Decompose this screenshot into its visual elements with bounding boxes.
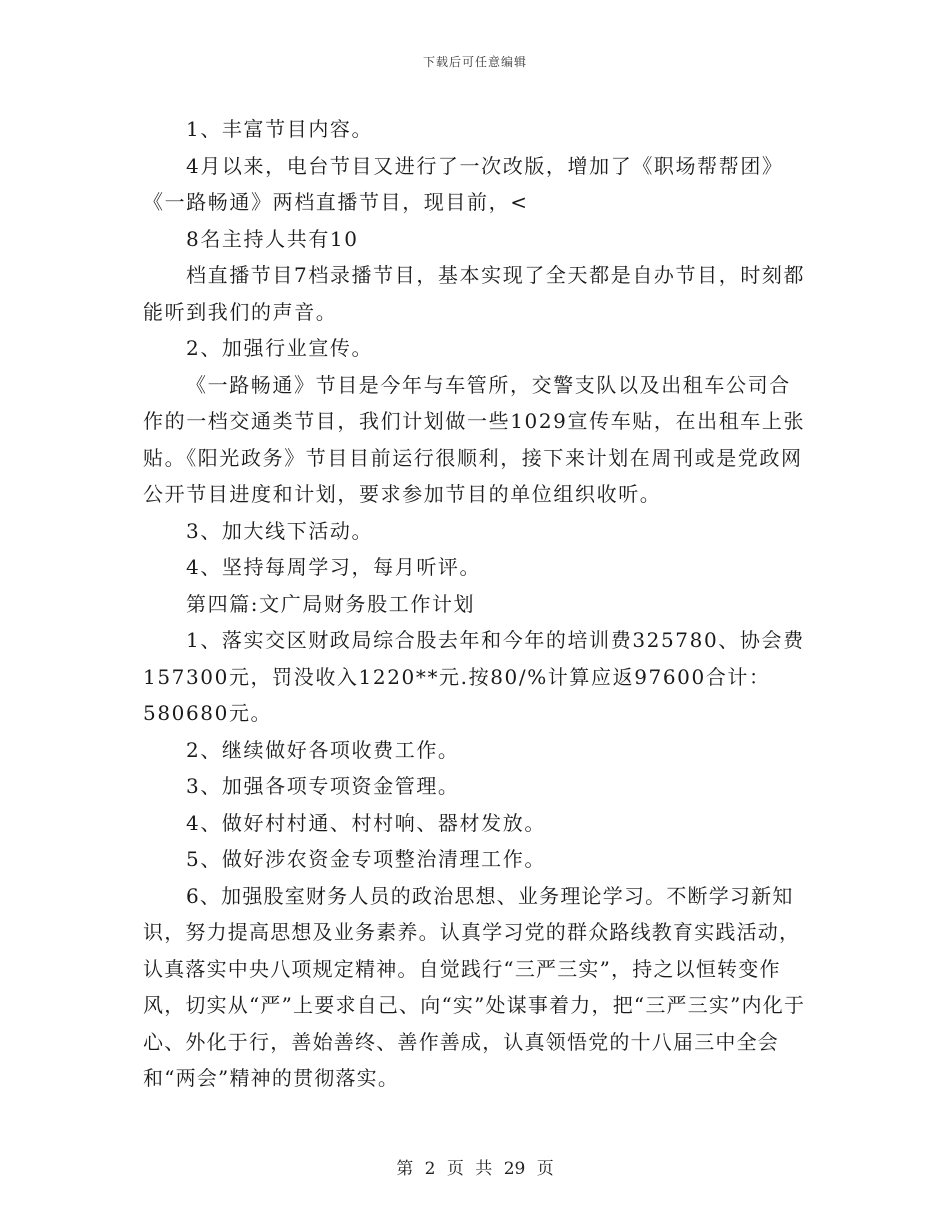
paragraph: 8名主持人共有10 [186,226,359,251]
section-heading: 第四篇:文广局财务股工作计划 [186,591,476,616]
paragraph: 《一路畅通》节目是今年与车管所，交警支队以及出租车公司合作的一档交通类节目，我们计划做一些1029宣传车贴，在出租车上张贴。《阳光政务》节目目前运行很顺利，接下来计划在周刊或是党政网公开节目进度和计划，要求参加节目的单位组织收听。 [143,372,806,506]
paragraph: 3、加强各项专项资金管理。 [186,774,460,798]
paragraph: 6、加强股室财务人员的政治思想、业务理论学习。不断学习新知识，努力提高思想及业务素养。认真学习党的群众路线教育实践活动，认真落实中央八项规定精神。自觉践行“三严三实”，持之以恒转变作风，切实从“严”上要求自己、向“实”处谋事着力，把“三严三实”内化于心、外化于行，善始善终、善作善成，认真领悟党的十八届三中全会和“两会”精神的贯彻落实。 [143,883,806,1090]
paragraph: 4、做好村村通、村村响、器材发放。 [186,810,546,835]
paragraph: 1、丰富节目内容。 [186,117,374,141]
paragraph: 4月以来，电台节目又进行了一次改版，增加了《职场帮帮团》《一路畅通》两档直播节目，现目前，< [143,153,784,214]
paragraph: 2、加强行业宣传。 [186,336,374,360]
paragraph: 4、坚持每周学习，每月听评。 [186,555,482,579]
paragraph: 2、继续做好各项收费工作。 [186,737,460,762]
paragraph: 5、做好涉农资金专项整治清理工作。 [186,847,546,871]
page-number: 第 2 页 共 29 页 [396,1159,554,1179]
page-header: 下载后可任意编辑 [422,55,527,69]
paragraph: 3、加大线下活动。 [186,518,374,543]
paragraph: 1、落实交区财政局综合股去年和今年的培训费325780、协会费157300元，罚没收入1220**元.按80/%计算应返97600合计：580680元。 [143,628,805,725]
document-body [143,111,808,1097]
paragraph: 档直播节目7档录播节目，基本实现了全天都是自办节目，时刻都能听到我们的声音。 [143,263,806,324]
